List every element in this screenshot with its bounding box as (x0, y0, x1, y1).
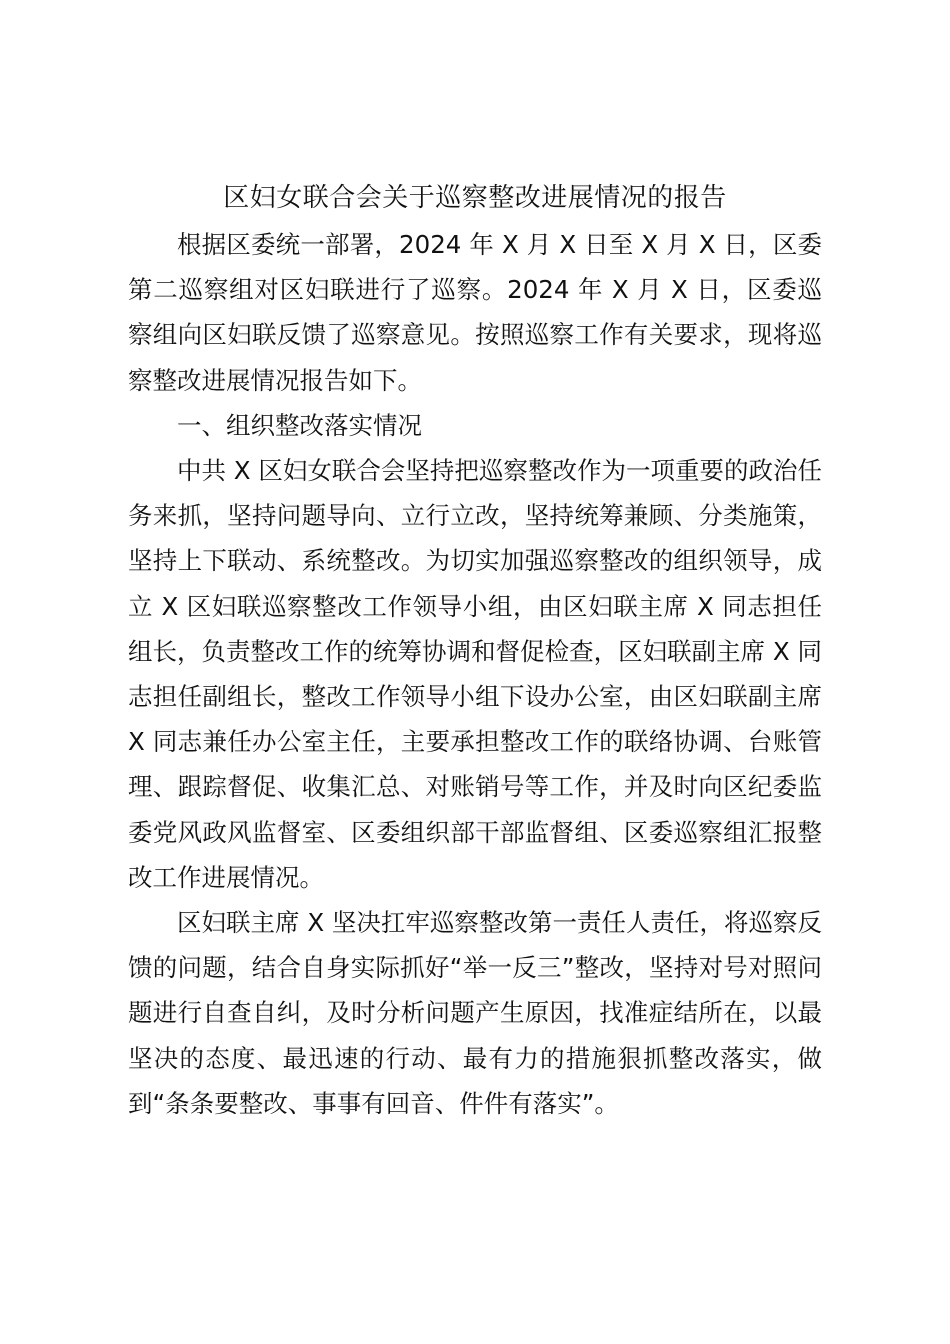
document-body (128, 222, 822, 1126)
body-paragraph-responsibility: 区妇联主席 X 坚决扛牢巡察整改第一责任人责任，将巡察反馈的问题，结合自身实际抓好“举一反三”整改，坚持对号对照问题进行自查自纠，及时分析问题产生原因，找准症结所在，以最坚决的态度、最迅速的行动、最有力的措施狠抓整改落实，做到“条条要整改、事事有回音、件件有落实”。 (128, 908, 822, 1118)
intro-paragraph: 根据区委统一部署，2024 年 X 月 X 日至 X 月 X 日，区委第二巡察组对区妇联进行了巡察。2024 年 X 月 X 日，区委巡察组向区妇联反馈了巡察意见。按照巡察工作有关要求，现将巡察整改进展情况报告如下。 (128, 230, 822, 395)
document-title: 区妇女联合会关于巡察整改进展情况的报告 (223, 183, 727, 213)
section-heading: 一、组织整改落实情况 (177, 410, 422, 440)
body-paragraph-organization: 中共 X 区妇女联合会坚持把巡察整改作为一项重要的政治任务来抓，坚持问题导向、立行立改，坚持统筹兼顾、分类施策，坚持上下联动、系统整改。为切实加强巡察整改的组织领导，成立 X 区妇联巡察整改工作领导小组，由区妇联主席 X 同志担任组长，负责整改工作的统筹协调和督促检查，区妇联副主席 X 同志担任副组长，整改工作领导小组下设办公室，由区妇联副主席 X 同志兼任办公室主任，主要承担整改工作的联络协调、台账管理、跟踪督促、收集汇总、对账销号等工作，并及时向区纪委监委党风政风监督室、区委组织部干部监督组、区委巡察组汇报整改工作进展情况。 (128, 456, 822, 892)
